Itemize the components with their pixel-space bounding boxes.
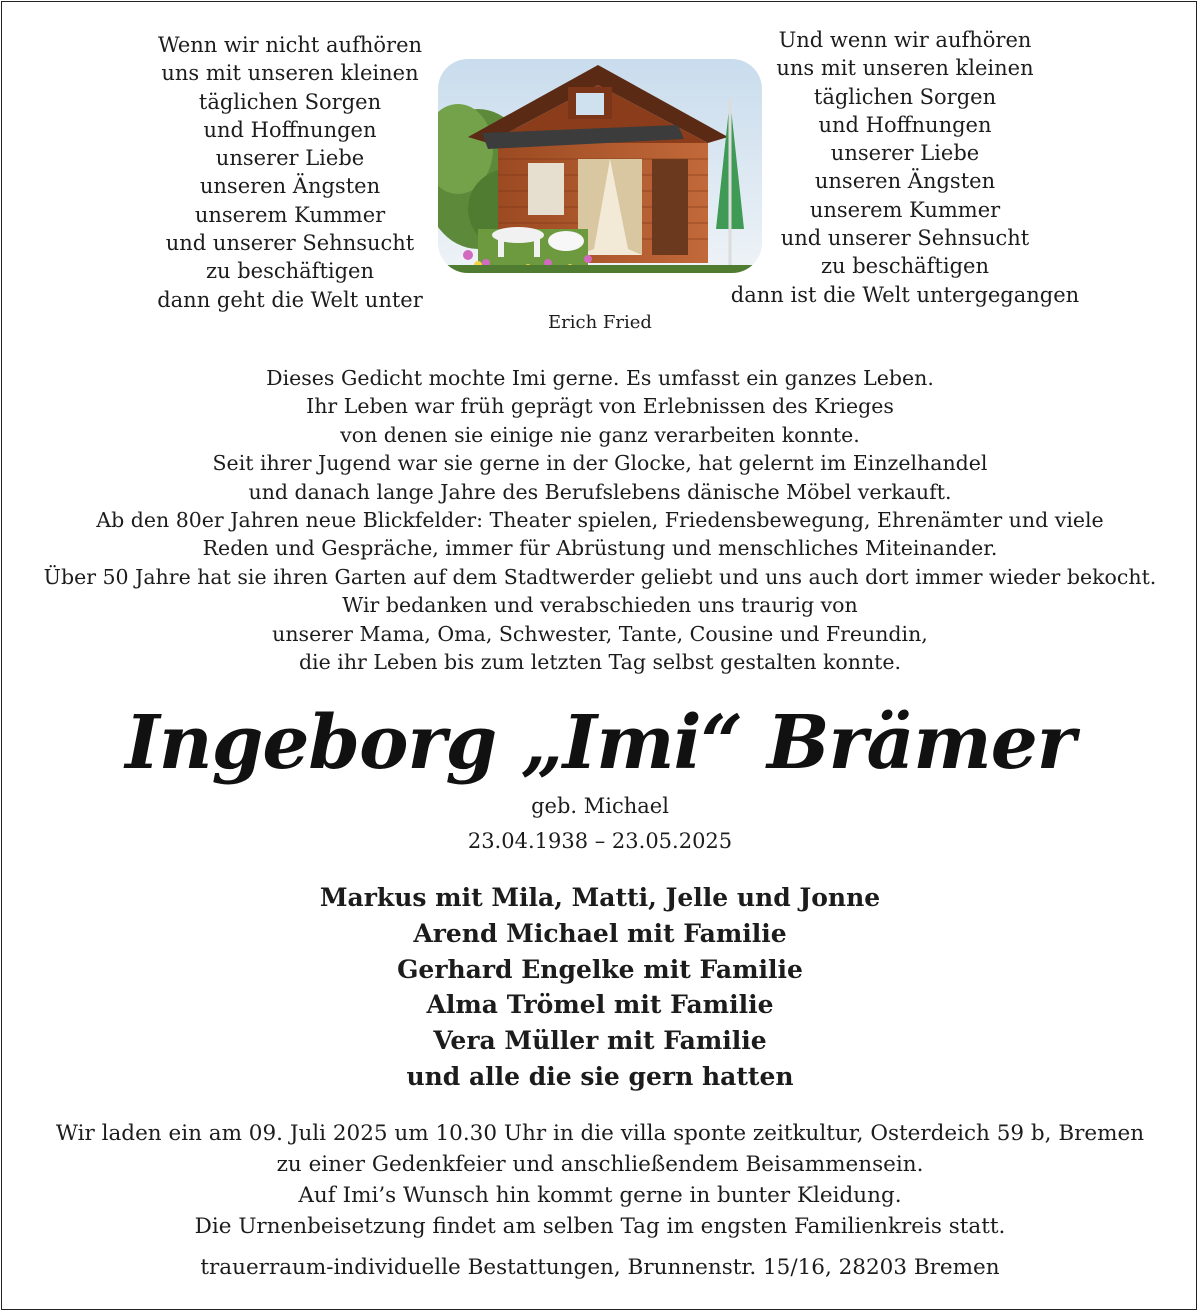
invitation-line: zu einer Gedenkfeier und anschließendem Beisammensein. <box>276 1152 924 1177</box>
prose-line: Dieses Gedicht mochte Imi gerne. Es umfasst ein ganzes Leben. <box>266 366 934 390</box>
poem-line: täglichen Sorgen <box>198 89 382 114</box>
poem-author: Erich Fried <box>548 312 652 333</box>
mourners-list <box>0 880 1200 1095</box>
poem-line: dann ist die Welt untergegangen <box>730 282 1080 307</box>
poem-line: und Hoffnungen <box>203 117 377 142</box>
prose-line: Ab den 80er Jahren neue Blickfelder: Theater spielen, Friedensbewegung, Ehrenämter und viele <box>96 508 1104 533</box>
poem-line: und Hoffnungen <box>818 112 992 137</box>
invitation-line: Wir laden ein am 09. Juli 2025 um 10.30 Uhr in die villa sponte zeitkultur, Osterdeich 59 b, Bremen <box>55 1121 1145 1146</box>
poem-right <box>705 26 1105 309</box>
poem-line: unserem Kummer <box>809 197 1001 222</box>
poem-line: unserer Liebe <box>830 141 980 166</box>
prose-line: und danach lange Jahre des Berufslebens dänische Möbel verkauft. <box>248 479 952 504</box>
poem-left <box>130 31 450 314</box>
poem-line: und unserer Sehnsucht <box>165 231 415 256</box>
prose-line: Reden und Gespräche, immer für Abrüstung und menschliches Miteinander. <box>202 536 998 561</box>
maiden-name: geb. Michael <box>531 794 669 818</box>
invitation-line: Die Urnenbeisetzung findet am selben Tag im engsten Familienkreis statt. <box>194 1214 1006 1239</box>
undertaker-address: trauerraum-individuelle Bestattungen, Brunnenstr. 15/16, 28203 Bremen <box>200 1255 1000 1280</box>
mourner: und alle die sie gern hatten <box>406 1061 794 1091</box>
deceased-name: Ingeborg „Imi“ Brämer <box>125 700 1075 786</box>
invitation-text <box>10 1118 1190 1242</box>
prose-line: Über 50 Jahre hat sie ihren Garten auf dem Stadtwerder geliebt und uns auch dort immer wieder bekocht. <box>43 564 1157 589</box>
poem-line: uns mit unseren kleinen <box>776 56 1034 81</box>
mourner: Gerhard Engelke mit Familie <box>397 954 803 984</box>
prose-line: von denen sie einige nie ganz verarbeiten konnte. <box>340 422 860 447</box>
mourner: Arend Michael mit Familie <box>413 918 787 948</box>
prose-line: unserer Mama, Oma, Schwester, Tante, Cousine und Freundin, <box>272 621 928 646</box>
poem-line: unseren Ängsten <box>199 174 381 199</box>
poem-line: unseren Ängsten <box>814 169 996 194</box>
poem-line: Und wenn wir aufhören <box>778 28 1032 52</box>
biography-text <box>20 364 1180 676</box>
poem-line: unserer Liebe <box>215 146 365 171</box>
prose-line: Ihr Leben war früh geprägt von Erlebnissen des Krieges <box>306 394 894 419</box>
poem-line: zu beschäftigen <box>205 259 375 284</box>
mourner: Markus mit Mila, Matti, Jelle und Jonne <box>319 883 881 912</box>
prose-line: Wir bedanken und verabschieden uns traurig von <box>342 593 858 618</box>
mourner: Vera Müller mit Familie <box>433 1026 767 1056</box>
poem-line: Wenn wir nicht aufhören <box>157 33 423 57</box>
prose-line: Seit ihrer Jugend war sie gerne in der Glocke, hat gelernt im Einzelhandel <box>212 451 988 476</box>
poem-line: zu beschäftigen <box>820 254 990 279</box>
mourner: Alma Trömel mit Familie <box>426 990 774 1020</box>
poem-line: uns mit unseren kleinen <box>161 61 419 86</box>
prose-line: die ihr Leben bis zum letzten Tag selbst gestalten konnte. <box>298 650 902 675</box>
invitation-line: Auf Imi’s Wunsch hin kommt gerne in bunter Kleidung. <box>298 1183 902 1208</box>
poem-line: dann geht die Welt unter <box>157 287 423 312</box>
life-dates: 23.04.1938 – 23.05.2025 <box>467 829 733 853</box>
poem-line: unserem Kummer <box>194 202 386 227</box>
poem-line: und unserer Sehnsucht <box>780 226 1030 251</box>
poem-line: täglichen Sorgen <box>813 84 997 109</box>
